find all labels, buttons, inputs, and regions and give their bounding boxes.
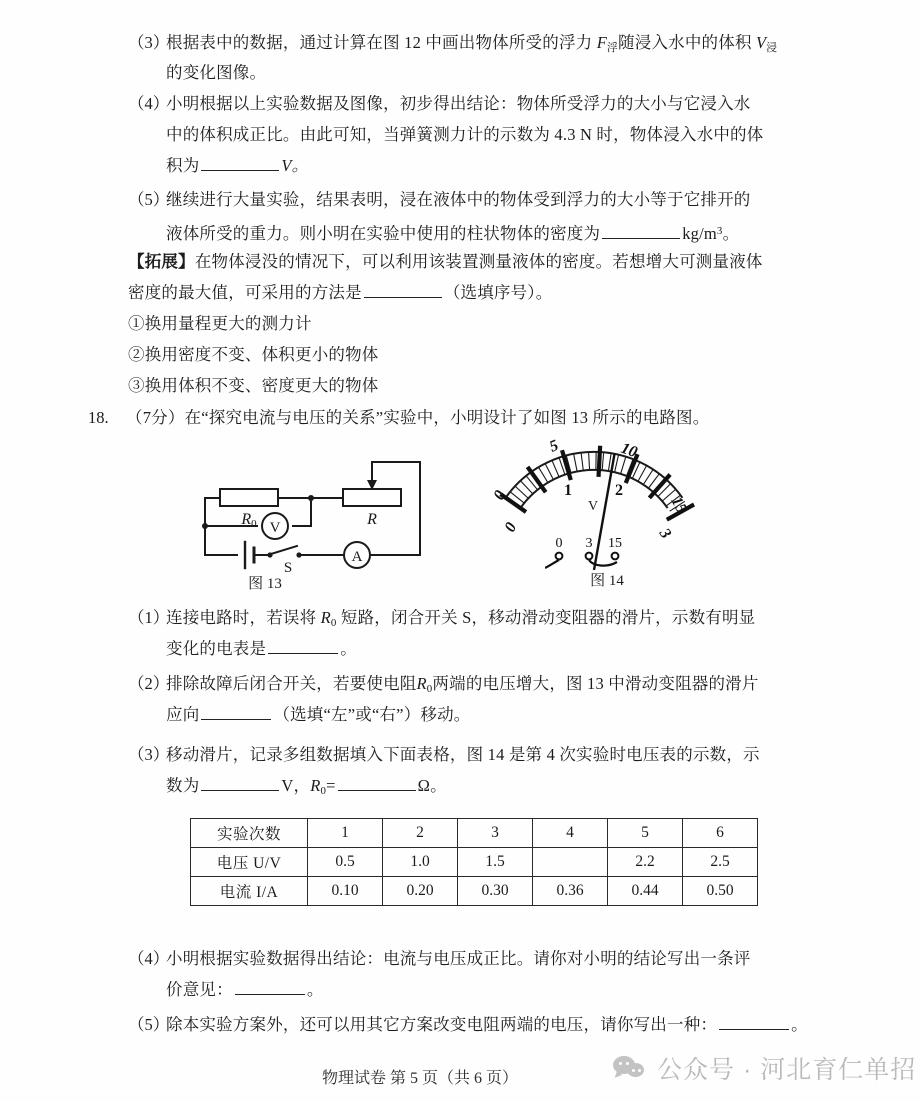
trial-cell-4: 4: [533, 819, 608, 848]
q17-item3-line2: 的变化图像。: [166, 63, 267, 82]
q18-item3-r-symbol: R: [310, 776, 321, 795]
figure-13-caption: 图 13: [248, 576, 282, 592]
q18-stem-text: 在“探究电流与电压的关系”实验中，小明设计了如图 13 所示的电路图。: [184, 408, 710, 427]
q17-item5-unit-exponent: 3: [716, 225, 723, 237]
q17-item4-line3-a: 积为: [166, 156, 200, 175]
meter-outer-label-0: 0: [490, 487, 510, 503]
q17-item3-line1-a: 根据表中的数据，通过计算在图 12 中画出物体所受的浮力: [166, 33, 597, 52]
meter-inner-label-2: 2: [615, 482, 623, 499]
figure-13-circuit: [175, 438, 435, 573]
answer-blank-q18-4[interactable]: [235, 994, 305, 995]
voltage-cell-4[interactable]: [533, 848, 608, 877]
q18-item1-line2-a: 变化的电表是: [166, 639, 267, 658]
q18-item1-line1-b: 短路，闭合开关 S，移动滑动变阻器的滑片，示数有明显: [336, 608, 756, 627]
answer-blank-q18-3b[interactable]: [338, 790, 416, 791]
row-header-trial: 实验次数: [191, 819, 308, 848]
extension-line2-b: （选填序号）。: [443, 283, 553, 302]
terminal-post-0[interactable]: [556, 553, 563, 560]
q18-item1-r-symbol: R: [320, 608, 331, 627]
trial-cell-5: 5: [608, 819, 683, 848]
q18-item5-line1-b: 。: [791, 1015, 808, 1034]
meter-inner-label-1: 1: [564, 482, 572, 499]
extension-line1-text: 在物体浸没的情况下，可以利用该装置测量液体的密度。若想增大可测量液体: [194, 252, 763, 271]
answer-blank-q18-3a[interactable]: [201, 790, 279, 791]
q17-item4-unit: V。: [281, 156, 309, 175]
terminal-post-15[interactable]: [612, 553, 619, 560]
q18-number: 18.: [88, 408, 109, 427]
q18-item3-r-subscript: 0: [320, 785, 327, 798]
q18-item3-equals: =: [326, 776, 336, 795]
voltage-cell-6: 2.5: [683, 848, 758, 877]
q17-item4-marker: （4）: [128, 94, 170, 113]
rheostat-r-label: R: [367, 511, 377, 528]
rheostat-r-box: [343, 489, 401, 506]
terminal-post-3[interactable]: [586, 553, 593, 560]
answer-blank-extension[interactable]: [364, 297, 442, 298]
q18-item1-r-subscript: 0: [330, 617, 337, 630]
meter-inner-label-0: 0: [501, 519, 521, 535]
voltmeter-label: V: [269, 520, 281, 536]
circuit-svg: [175, 438, 435, 573]
q18-item2-line1-b: 两端的电压增大，图 13 中滑动变阻器的滑片: [432, 674, 759, 693]
extension-label: 【拓展】: [128, 252, 195, 271]
extension-line1: [128, 247, 763, 278]
wechat-icon: [613, 1055, 647, 1081]
extension-option-3: ③换用体积不变、密度更大的物体: [128, 376, 379, 395]
ammeter-label: A: [351, 549, 363, 565]
q18-item5-marker: （5）: [128, 1015, 170, 1034]
q18-item3-marker: （3）: [128, 745, 170, 764]
switch-label: S: [283, 560, 293, 573]
junction-left: [202, 523, 208, 529]
q18-stem: [126, 403, 709, 434]
q18-item2-line1-a: 排除故障后闭合开关，若要使电阻: [166, 674, 417, 693]
meter-outer-label-15: 15: [667, 493, 690, 517]
page-footer: 物理试卷 第 5 页（共 6 页）: [322, 1070, 519, 1087]
q18-item5-line1-a: 除本实验方案外，还可以用其它方案改变电阻两端的电压，请你写出一种：: [166, 1015, 718, 1034]
q17-item3-marker: （3）: [128, 33, 170, 52]
volume-symbol: V: [755, 33, 767, 52]
terminal-label-3: 3: [585, 536, 593, 551]
volume-subscript: 浸: [766, 42, 778, 55]
wechat-watermark: [613, 1050, 916, 1086]
voltage-cell-3: 1.5: [458, 848, 533, 877]
table-row-voltage: [191, 848, 758, 877]
q18-item1-marker: （1）: [128, 608, 170, 627]
answer-blank-q17-4[interactable]: [201, 170, 279, 171]
meter-outer-label-10: 10: [618, 439, 640, 462]
resistor-r0-box: [220, 489, 278, 506]
q17-item4-line2: 中的体积成正比。由此可知，当弹簧测力计的示数为 4.3 N 时，物体浸入水中的体: [166, 125, 764, 144]
q18-item1-line1-a: 连接电路时，若误将: [166, 608, 321, 627]
trial-cell-1: 1: [308, 819, 383, 848]
current-cell-2: 0.20: [383, 877, 458, 906]
meter-inner-label-3: 3: [655, 525, 675, 542]
q18-item3-line2-a: 数为: [166, 776, 200, 795]
q17-item5-line2-end: 。: [722, 223, 740, 243]
voltage-cell-2: 1.0: [383, 848, 458, 877]
answer-blank-q18-5[interactable]: [719, 1029, 789, 1030]
extension-line2-a: 密度的最大值，可采用的方法是: [128, 283, 362, 302]
q17-item5-line2: [166, 216, 739, 249]
q18-item5-line1: [166, 1010, 808, 1041]
trial-cell-3: 3: [458, 819, 533, 848]
force-subscript: 浮: [606, 42, 619, 55]
q17-item3-line1-b: 随浸入水中的体积: [618, 33, 756, 52]
q18-item2-r-symbol: R: [416, 674, 427, 693]
answer-blank-q17-5[interactable]: [602, 238, 680, 239]
terminal-label-15: 15: [608, 536, 622, 551]
current-cell-1: 0.10: [308, 877, 383, 906]
watermark-text: 公众号 · 河北育仁单招: [657, 1056, 917, 1084]
q18-item3-line1: 移动滑片，记录多组数据填入下面表格，图 14 是第 4 次实验时电压表的示数，示: [166, 745, 760, 764]
q18-item4-line2-b: 。: [306, 980, 324, 999]
current-cell-6: 0.50: [683, 877, 758, 906]
extension-option-2: ②换用密度不变、体积更小的物体: [128, 345, 379, 364]
q18-item2-r-subscript: 0: [426, 683, 433, 696]
q18-item2-line2-b: （选填“左”或“右”）移动。: [273, 705, 471, 724]
q18-item3-line2-b: V，: [281, 776, 311, 795]
q18-item1-line2-b: 。: [340, 639, 357, 658]
row-header-voltage: 电压 U/V: [191, 848, 308, 877]
q17-item5-marker: （5）: [128, 190, 170, 209]
table-row-trial: [191, 819, 758, 848]
q18-item4-marker: （4）: [128, 949, 170, 968]
figure-14-caption: 图 14: [590, 573, 624, 589]
voltage-cell-1: 0.5: [308, 848, 383, 877]
extension-option-1: ①换用量程更大的测力计: [128, 314, 312, 333]
q17-item4-line3: [166, 151, 308, 182]
meter-outer-label-5: 5: [547, 436, 561, 456]
q18-item3-unit: Ω。: [417, 776, 447, 795]
q17-item4-line1: 小明根据以上实验数据及图像，初步得出结论：物体所受浮力的大小与它浸入水: [166, 94, 751, 113]
major-ticks: [501, 446, 695, 528]
switch-lever: [271, 546, 297, 554]
terminal-lead-right: [589, 560, 617, 566]
q18-item2-marker: （2）: [128, 674, 170, 693]
q18-score: （7分）: [126, 408, 185, 427]
current-cell-3: 0.30: [458, 877, 533, 906]
q18-item4-line2-a: 价意见：: [166, 980, 233, 999]
q18-item3-line2: [166, 771, 447, 807]
meter-unit-label: V: [588, 499, 599, 514]
q17-item5-line2-a: 液体所受的重力。则小明在实验中使用的柱状物体的密度为: [166, 223, 601, 243]
trial-cell-2: 2: [383, 819, 458, 848]
current-cell-5: 0.44: [608, 877, 683, 906]
junction-top: [308, 495, 314, 501]
extension-line2: [128, 278, 552, 309]
q17-item5-line1: 继续进行大量实验，结果表明，浸在液体中的物体受到浮力的大小等于它排开的: [166, 190, 751, 209]
terminal-lead-left: [545, 560, 559, 568]
q18-item2-line2-a: 应向: [166, 705, 200, 724]
answer-blank-q18-2[interactable]: [201, 719, 271, 720]
terminal-label-0: 0: [555, 536, 563, 551]
q18-item1-line2: [166, 634, 357, 665]
table-row-current: [191, 877, 758, 906]
resistor-r0-label: R0: [241, 511, 257, 530]
trial-cell-6: 6: [683, 819, 758, 848]
q18-item2-line2: [166, 700, 471, 731]
current-cell-4: 0.36: [533, 877, 608, 906]
q18-item4-line2: [166, 975, 324, 1006]
row-header-current: 电流 I/A: [191, 877, 308, 906]
q17-item5-unit: kg/m: [682, 223, 717, 243]
answer-blank-q18-1[interactable]: [268, 653, 338, 654]
experiment-data-table: [190, 818, 758, 906]
voltage-cell-5: 2.2: [608, 848, 683, 877]
q18-item4-line1: 小明根据实验数据得出结论：电流与电压成正比。请你对小明的结论写出一条评: [166, 949, 751, 968]
force-symbol: F: [596, 33, 607, 52]
